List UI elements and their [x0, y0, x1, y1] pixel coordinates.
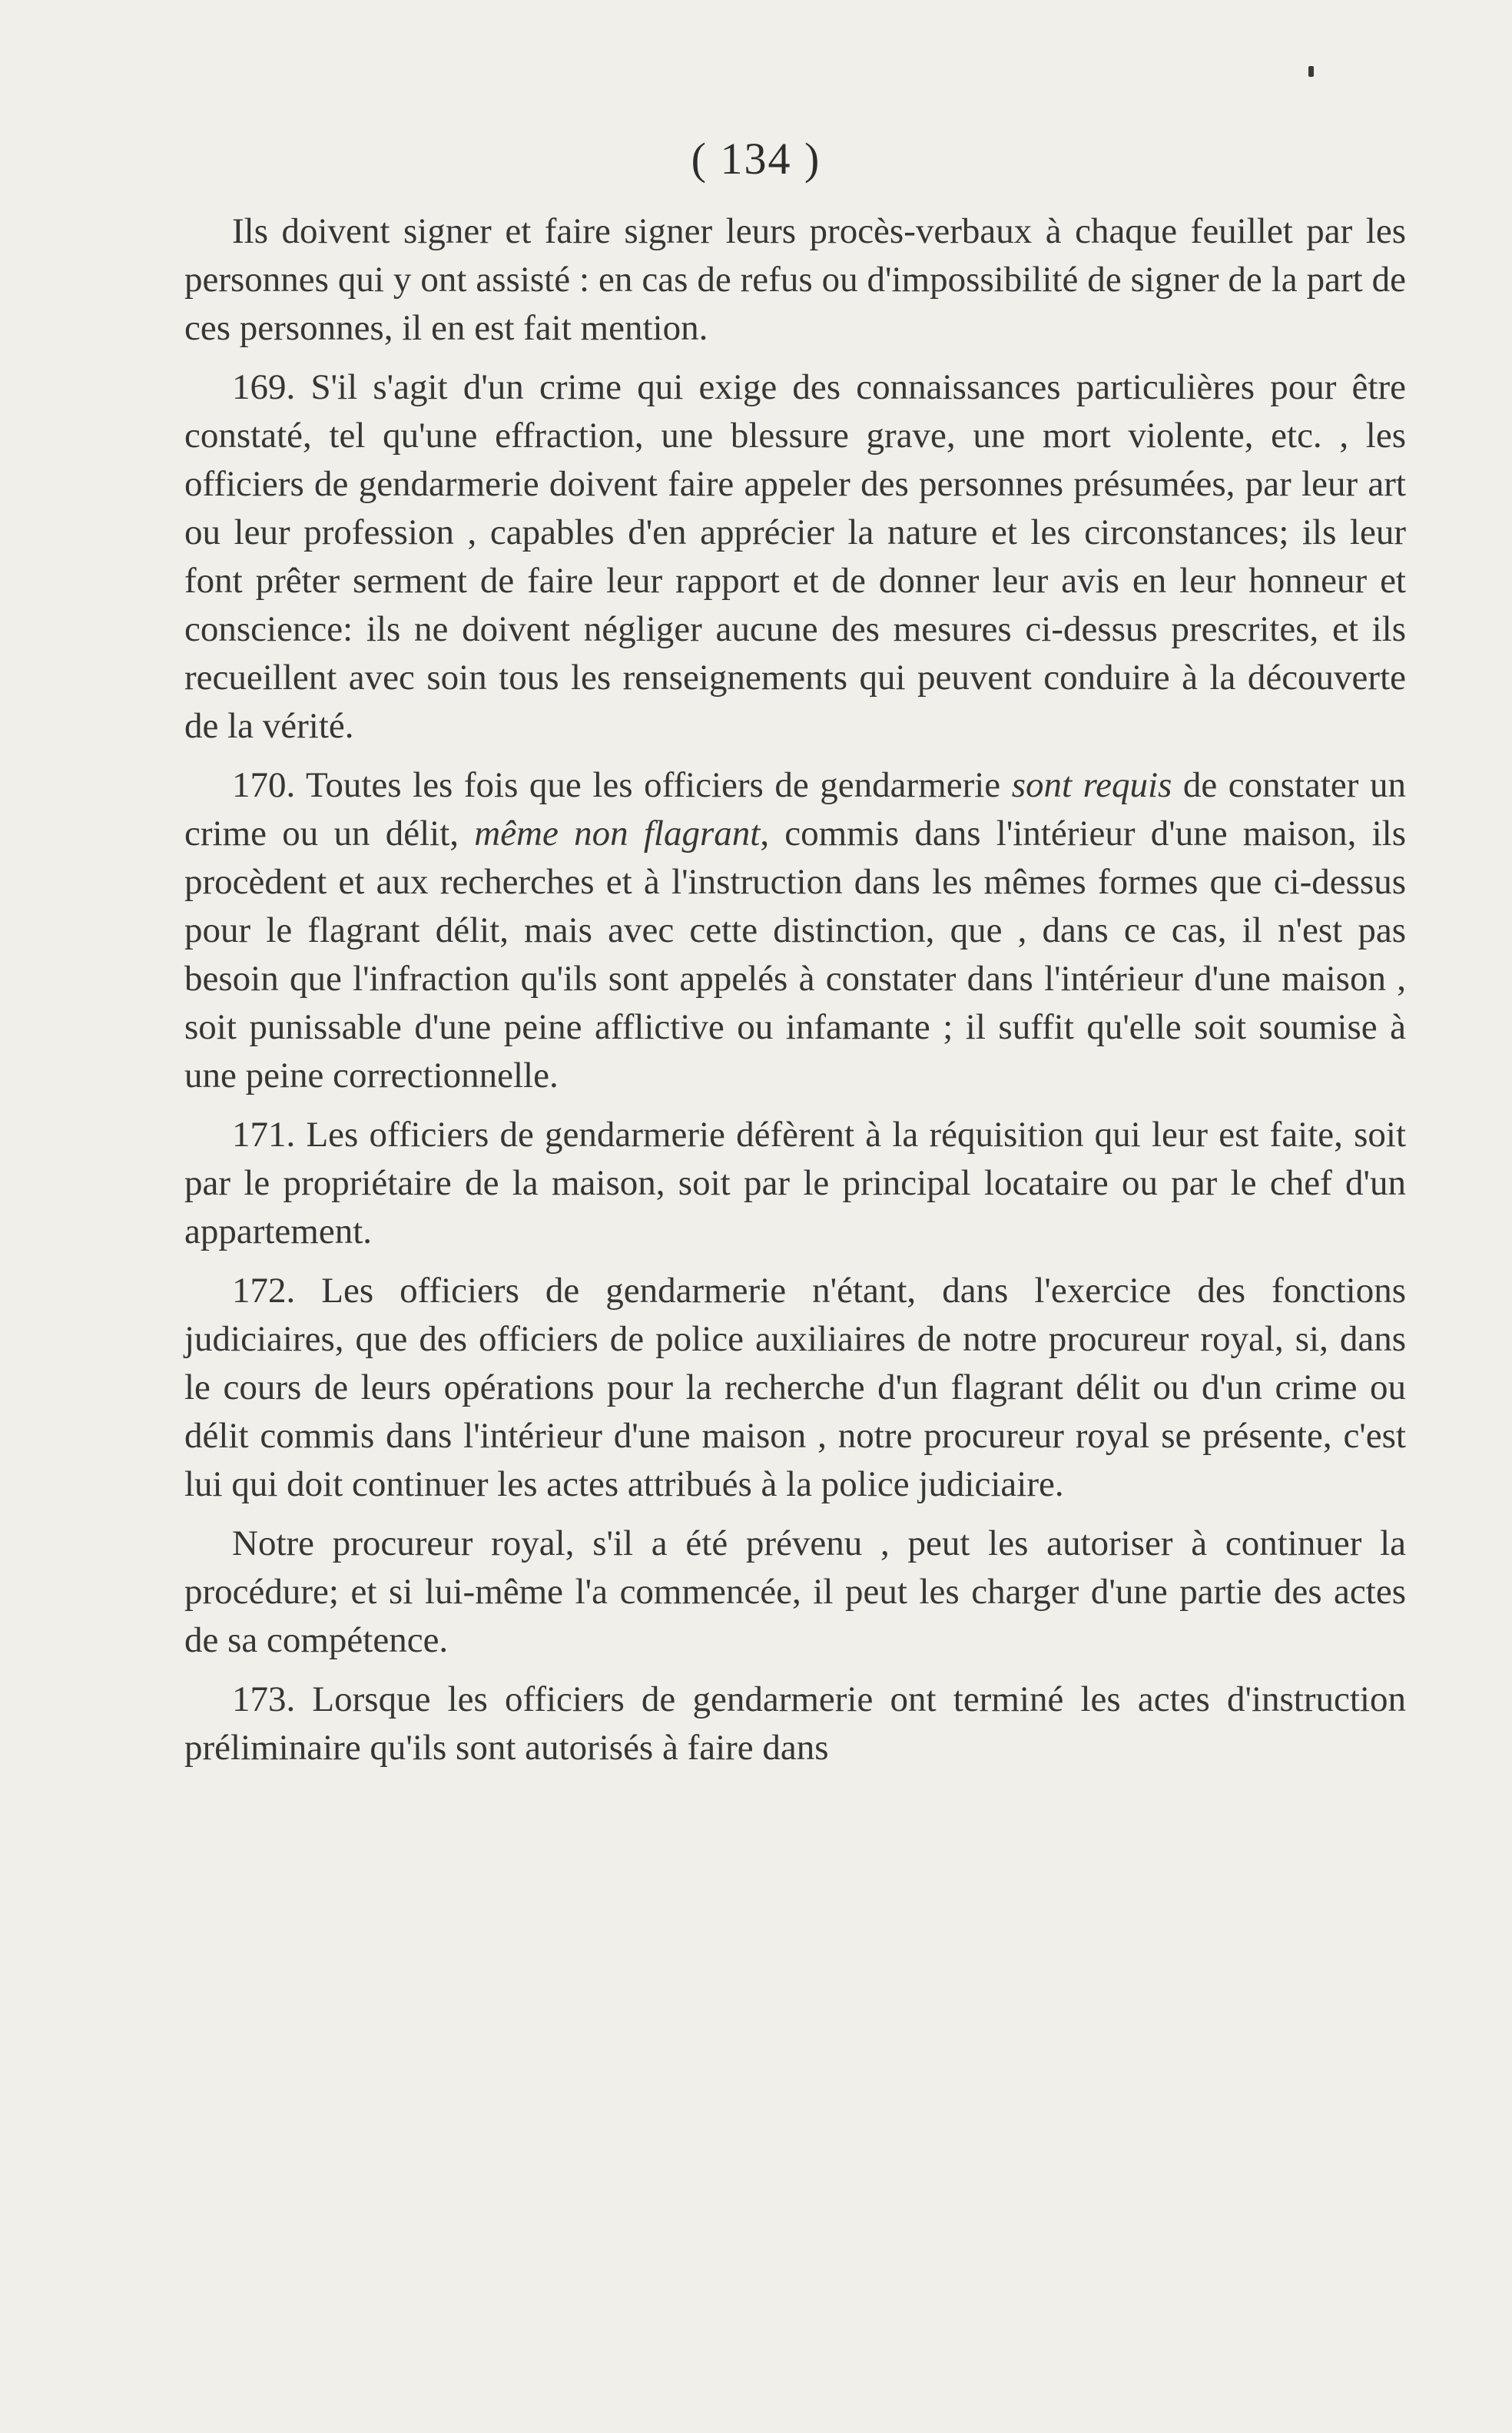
paragraph-171 — [184, 1111, 1406, 1256]
paragraph-number: 169. — [232, 367, 296, 407]
paragraph-169 — [184, 363, 1406, 751]
paragraph-text: Les officiers de gendarmerie n'étant, dans l'exercice des fonctions judiciaires, que des officiers de police auxiliaires de notre procureur royal, si, dans le cours de leurs opérations pour la recherche d'un flagrant délit ou d'un crime ou délit commis dans l'intérieur d'une maison , notre procureur royal se présente, c'est lui qui doit continuer les actes attribués à la police judiciaire. — [184, 1271, 1406, 1504]
ink-mark — [1308, 66, 1314, 77]
paragraph-text: , commis dans l'intérieur d'une maison, ils procèdent et aux recherches et à l'instruction dans les mêmes formes que ci-dessus pour le flagrant délit, mais avec cette distinction, que , dans ce cas, il n'est pas besoin que l'infraction qu'ils sont appelés à constater dans l'intérieur d'une maison , soit punissable d'une peine afflictive ou infamante ; il suffit qu'elle soit soumise à une peine correctionnelle. — [184, 814, 1406, 1096]
paragraph-text: Toutes les fois que les officiers de gendarmerie — [295, 765, 1012, 805]
italic-text: même non flagrant — [474, 814, 761, 854]
paragraph-continuation — [184, 1520, 1406, 1665]
paragraph-number: 171. — [232, 1115, 296, 1155]
paragraph-text: S'il s'agit d'un crime qui exige des connaissances particulières pour être constaté, tel qu'une effraction, une blessure grave, une mort violente, etc. , les officiers de gendarmerie doivent faire appeler des personnes présumées, par leur art ou leur profession , capables d'en apprécier la nature et les circonstances; ils leur font prêter serment de faire leur rapport et de donner leur avis en leur honneur et conscience: ils ne doivent négliger aucune des mesures ci-dessus prescrites, et ils recueillent avec soin tous les renseignements qui peuvent conduire à la découverte de la vérité. — [184, 367, 1406, 746]
paragraph-text: Ils doivent signer et faire signer leurs procès-verbaux à chaque feuillet par les personnes qui y ont assisté : en cas de refus ou d'impossibilité de signer de la part de ces personnes, il en est fait mention. — [184, 211, 1406, 348]
paragraph-173 — [184, 1676, 1406, 1772]
paragraph-172 — [184, 1267, 1406, 1509]
paragraph-text: Les officiers de gendarmerie défèrent à la réquisition qui leur est faite, soit par le propriétaire de la maison, soit par le principal locataire ou par le chef d'un appartement. — [184, 1115, 1406, 1251]
paragraph-text: Notre procureur royal, s'il a été prévenu , peut les autoriser à continuer la procédure; et si lui-même l'a commencée, il peut les charger d'une partie des actes de sa compétence. — [184, 1523, 1406, 1660]
body-text — [184, 207, 1406, 1783]
paragraph-number: 173. — [232, 1679, 296, 1719]
paragraph-text: Lorsque les officiers de gendarmerie ont terminé les actes d'instruction préliminaire qu'ils sont autorisés à faire dans — [184, 1679, 1406, 1768]
paragraph-number: 170. — [232, 765, 296, 805]
italic-text: sont requis — [1011, 765, 1172, 805]
page-number: ( 134 ) — [691, 134, 821, 184]
paragraph-number: 172. — [232, 1271, 296, 1311]
paragraph-text: de constater un crime ou un délit, — [184, 765, 1406, 854]
paragraph — [184, 207, 1406, 353]
paragraph-170 — [184, 761, 1406, 1100]
